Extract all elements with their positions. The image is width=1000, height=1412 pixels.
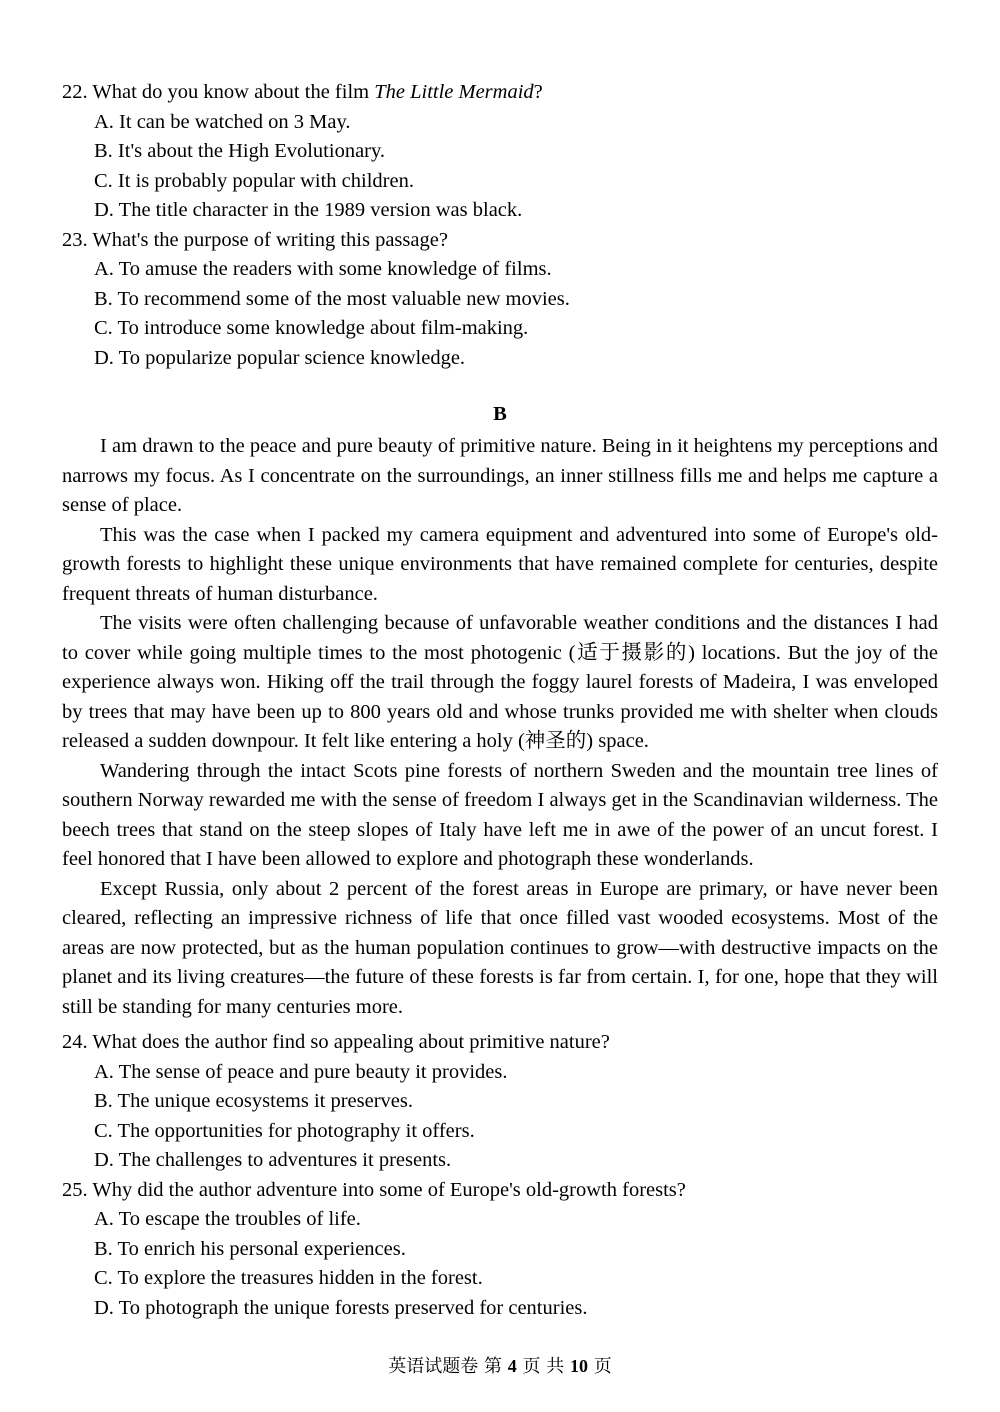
question-23-option-a[interactable]: A. To amuse the readers with some knowledge of films. [94,258,552,280]
question-25-text: Why did the author adventure into some of Europe's old-growth forests? [92,1178,686,1201]
question-24-option-a[interactable]: A. The sense of peace and pure beauty it provides. [94,1060,508,1083]
question-23-option-d[interactable]: D. To popularize popular science knowledge. [94,346,466,369]
question-24-text: What does the author find so appealing about primitive nature? [92,1031,610,1053]
question-22-stem [62,78,938,108]
footer-total-number: 10 [569,1356,588,1376]
question-22-title-italic: The Little Mermaid [374,81,534,103]
question-25-option-a[interactable]: A. To escape the troubles of life. [94,1208,361,1230]
question-23-text: What's the purpose of writing this passage? [92,228,448,251]
question-24-number: 24. [62,1031,88,1053]
footer-subject: 英语试题卷 [388,1356,479,1377]
question-25-option-d[interactable]: D. To photograph the unique forests preserved for centuries. [94,1296,588,1319]
passage-paragraph-4: Wandering through the intact Scots pine forests of northern Sweden and the mountain tree lines of southern Norway rewarded me with the sense of freedom I always get in the Scandinavian wilderness. The beech trees that stand on the steep slopes of Italy have left me in awe of the power of an uncut forest. I feel honored that I have been allowed to explore and photograph these wonderlands. [62,759,938,870]
question-22-option-b[interactable]: B. It's about the High Evolutionary. [94,140,386,162]
question-22-option-c[interactable]: C. It is probably popular with children. [94,169,414,192]
section-letter-b: B [493,403,507,425]
question-23 [62,226,938,374]
question-22-text-after: ? [533,81,543,103]
question-25-number: 25. [62,1178,88,1201]
passage-paragraph-5: Except Russia, only about 2 percent of the forest areas in Europe are primary, or have never been cleared, reflecting an impressive richness of life that once filled vast wooded ecosystems. Most of the areas are now protected, but as the human population continues to grow—with destructive impacts on the planet and its living creatures—the future of these forests is far from certain. I, for one, hope that they will still be standing for many centuries more. [62,877,938,1018]
exam-page-content [62,78,938,1323]
question-23-option-b[interactable]: B. To recommend some of the most valuable new movies. [94,287,570,310]
question-24 [62,1028,938,1176]
question-25-option-b[interactable]: B. To enrich his personal experiences. [94,1237,406,1260]
question-22 [62,78,938,226]
footer-page-unit: 页 [522,1356,541,1377]
question-25-option-c[interactable]: C. To explore the treasures hidden in the forest. [94,1267,483,1289]
passage-paragraph-3: The visits were often challenging because of unfavorable weather conditions and the distances I had to cover while going multiple times to the most photogenic (适于摄影的) locations. But the joy of the experience always won. Hiking off the trail through the foggy laurel forests of Madeira, I was enveloped by trees that may have been up to 800 years old and whose trunks provided me with shelter when clouds released a sudden downpour. It felt like entering a holy (神圣的) space. [62,612,938,752]
question-24-option-c[interactable]: C. The opportunities for photography it offers. [94,1119,475,1142]
footer-page-label: 第 [484,1356,503,1377]
question-25-stem [62,1176,938,1206]
passage-paragraph-1: I am drawn to the peace and pure beauty of primitive nature. Being in it heightens my perceptions and narrows my focus. As I concentrate on the surroundings, an inner stillness fills me and helps me capture a sense of place. [62,435,938,516]
question-23-stem [62,226,938,256]
question-24-option-b[interactable]: B. The unique ecosystems it preserves. [94,1090,414,1112]
question-23-number: 23. [62,228,88,251]
question-22-option-a[interactable]: A. It can be watched on 3 May. [94,110,351,133]
question-24-option-d[interactable]: D. The challenges to adventures it presents. [94,1149,452,1171]
footer-total-label: 共 [546,1356,565,1377]
question-22-option-d[interactable]: D. The title character in the 1989 version was black. [94,199,523,221]
footer-total-unit: 页 [593,1356,612,1377]
page-footer [0,1352,1000,1378]
question-25 [62,1176,938,1324]
question-24-stem [62,1028,938,1058]
question-22-number: 22. [62,81,88,103]
footer-page-number: 4 [507,1356,517,1376]
question-23-option-c[interactable]: C. To introduce some knowledge about film-making. [94,317,529,339]
passage-paragraph-2: This was the case when I packed my camera equipment and adventured into some of Europe's old-growth forests to highlight these unique environments that have remained complete for centuries, despite frequent threats of human disturbance. [62,523,938,605]
question-22-text-before: What do you know about the film [92,81,375,103]
